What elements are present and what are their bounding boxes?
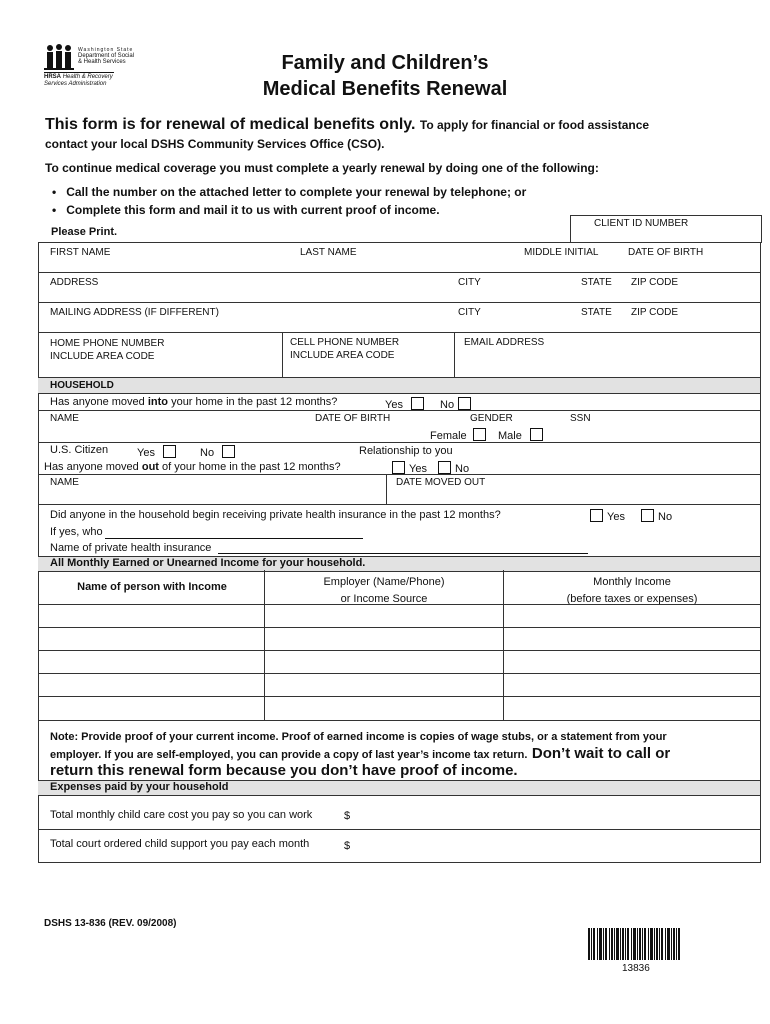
note-line-2: employer. If you are self-employed, you can provide a copy of last year’s income tax return. Don’t wait to call or: [50, 745, 671, 762]
address-label: ADDRESS: [50, 277, 99, 288]
intro-headline: This form is for renewal of medical benefits only.: [45, 116, 416, 133]
income-col-employer: Employer (Name/Phone): [323, 576, 445, 588]
moved-out-yes-checkbox[interactable]: [392, 461, 405, 474]
income-row[interactable]: [39, 605, 759, 626]
citizen-label: U.S. Citizen: [50, 444, 109, 456]
barcode-icon: [588, 928, 680, 960]
moved-in-yes-label: Yes: [385, 399, 403, 411]
citizen-no-label: No: [200, 447, 215, 459]
title-line-2: Medical Benefits Renewal: [262, 78, 508, 100]
moved-out-question: Has anyone moved out of your home in the past 12 months?: [44, 461, 341, 473]
barcode-number: 13836: [622, 963, 650, 974]
intro-headline-tail: To apply for financial or food assistance: [419, 118, 650, 132]
moved-out-name-label: NAME: [50, 477, 79, 488]
intro-bullet-text: Complete this form and mail it to us with current proof of income.: [66, 203, 440, 217]
household-dob-label: DATE OF BIRTH: [315, 413, 391, 424]
page-title: [220, 50, 550, 102]
email-label: EMAIL ADDRESS: [464, 337, 545, 348]
relationship-label: Relationship to you: [359, 445, 453, 457]
title-line-1: Family and Children’s: [281, 52, 489, 74]
moved-in-no-label: No: [440, 399, 455, 411]
intro-line-2: contact your local DSHS Community Services Office (CSO).: [45, 137, 385, 151]
zip-label: ZIP CODE: [631, 277, 679, 288]
mailing-address-label: MAILING ADDRESS (IF DIFFERENT): [50, 307, 219, 318]
intro-bullet-text: Call the number on the attached letter to complete your renewal by telephone; or: [66, 185, 527, 199]
if-yes-who-label: If yes, who: [50, 526, 103, 538]
income-row[interactable]: [39, 674, 759, 695]
insurance-name-label: Name of private health insurance: [50, 542, 212, 554]
note-line-1: Note: Provide proof of your current income. Proof of earned income is copies of wage stubs, or a statement from your: [50, 731, 667, 743]
cell-phone-field[interactable]: [283, 333, 453, 376]
logo-division-abbr: HRSA: [44, 74, 62, 80]
male-checkbox[interactable]: [530, 428, 543, 441]
home-phone-field[interactable]: [39, 333, 281, 376]
income-row[interactable]: [39, 651, 759, 672]
date-of-birth-label: DATE OF BIRTH: [628, 247, 704, 258]
child-support-label: Total court ordered child support you pay each month: [50, 838, 310, 850]
insurance-no-label: No: [658, 511, 673, 523]
mailing-zip-label: ZIP CODE: [631, 307, 679, 318]
address-field[interactable]: [39, 273, 449, 301]
dshs-logo: [44, 44, 174, 94]
household-gender-label: GENDER: [470, 413, 513, 424]
moved-in-no-checkbox[interactable]: [458, 397, 471, 410]
income-col-monthly: Monthly Income: [593, 576, 671, 588]
insurance-no-checkbox[interactable]: [641, 509, 654, 522]
middle-initial-label: MIDDLE INITIAL: [524, 247, 599, 258]
household-name-label: NAME: [50, 413, 79, 424]
dshs-logo-icon: [44, 44, 74, 70]
logo-agency-line: Department of Social: [78, 53, 135, 59]
cell-phone-label: CELL PHONE NUMBER: [290, 337, 400, 348]
child-support-currency: $: [344, 840, 351, 852]
state-label: STATE: [581, 277, 612, 288]
logo-agency-line: Washington State: [78, 47, 134, 53]
intro-instruction: To continue medical coverage you must complete a yearly renewal by doing one of the following:: [45, 161, 599, 175]
household-ssn-label: SSN: [570, 413, 591, 424]
if-yes-who-field[interactable]: [105, 538, 363, 539]
female-checkbox[interactable]: [473, 428, 486, 441]
mailing-city-label: CITY: [458, 307, 481, 318]
client-id-label: CLIENT ID NUMBER: [594, 218, 689, 229]
intro-bullet: • Call the number on the attached letter to complete your renewal by telephone; or: [52, 185, 527, 199]
child-care-label: Total monthly child care cost you pay so you can work: [50, 809, 313, 821]
email-field[interactable]: [455, 333, 759, 376]
child-support-field[interactable]: [354, 834, 754, 854]
income-row[interactable]: [39, 697, 759, 719]
male-label: Male: [498, 430, 522, 442]
form-number: DSHS 13-836 (REV. 09/2008): [44, 918, 177, 929]
first-name-field[interactable]: [39, 243, 289, 271]
insurance-yes-checkbox[interactable]: [590, 509, 603, 522]
mailing-address-field[interactable]: [39, 303, 449, 331]
female-label: Female: [430, 430, 467, 442]
child-care-field[interactable]: [354, 805, 754, 825]
logo-division-line: Health & Recovery: [62, 74, 113, 80]
moved-in-yes-checkbox[interactable]: [411, 397, 424, 410]
note-line-3: return this renewal form because you don’t have proof of income.: [50, 762, 518, 779]
last-name-field[interactable]: [290, 243, 520, 271]
moved-out-yes-label: Yes: [409, 463, 427, 475]
last-name-label: LAST NAME: [300, 247, 357, 258]
moved-in-question: Has anyone moved into your home in the past 12 months?: [50, 396, 338, 408]
household-name-field[interactable]: [39, 424, 299, 440]
insurance-yes-label: Yes: [607, 511, 625, 523]
first-name-label: FIRST NAME: [50, 247, 111, 258]
moved-out-name-field[interactable]: [39, 475, 385, 503]
city-label: CITY: [458, 277, 481, 288]
cell-phone-sublabel: INCLUDE AREA CODE: [290, 350, 395, 361]
insurance-name-field[interactable]: [218, 553, 588, 554]
moved-out-no-label: No: [455, 463, 470, 475]
home-phone-label: HOME PHONE NUMBER: [50, 338, 165, 349]
expenses-header: Expenses paid by your household: [50, 781, 229, 793]
please-print: Please Print.: [51, 226, 118, 238]
citizen-yes-label: Yes: [137, 447, 155, 459]
citizen-yes-checkbox[interactable]: [163, 445, 176, 458]
barcode: [588, 928, 680, 960]
income-col-name: Name of person with Income: [77, 581, 227, 593]
insurance-question: Did anyone in the household begin receiving private health insurance in the past 12 months?: [50, 509, 501, 521]
income-col-employer-sub: or Income Source: [340, 593, 428, 605]
intro-bullet: • Complete this form and mail it to us with current proof of income.: [52, 203, 440, 217]
mailing-state-label: STATE: [581, 307, 612, 318]
citizen-no-checkbox[interactable]: [222, 445, 235, 458]
child-care-currency: $: [344, 810, 351, 822]
income-header: All Monthly Earned or Unearned Income for your household.: [50, 557, 366, 569]
moved-out-no-checkbox[interactable]: [438, 461, 451, 474]
logo-division-line: Services Administration: [44, 81, 107, 87]
date-moved-out-field[interactable]: [387, 475, 759, 503]
logo-agency-line: & Health Services: [78, 59, 126, 65]
income-col-monthly-sub: (before taxes or expenses): [566, 593, 698, 605]
home-phone-sublabel: INCLUDE AREA CODE: [50, 351, 155, 362]
household-header: HOUSEHOLD: [50, 380, 114, 391]
date-moved-out-label: DATE MOVED OUT: [396, 477, 486, 488]
income-row[interactable]: [39, 628, 759, 649]
